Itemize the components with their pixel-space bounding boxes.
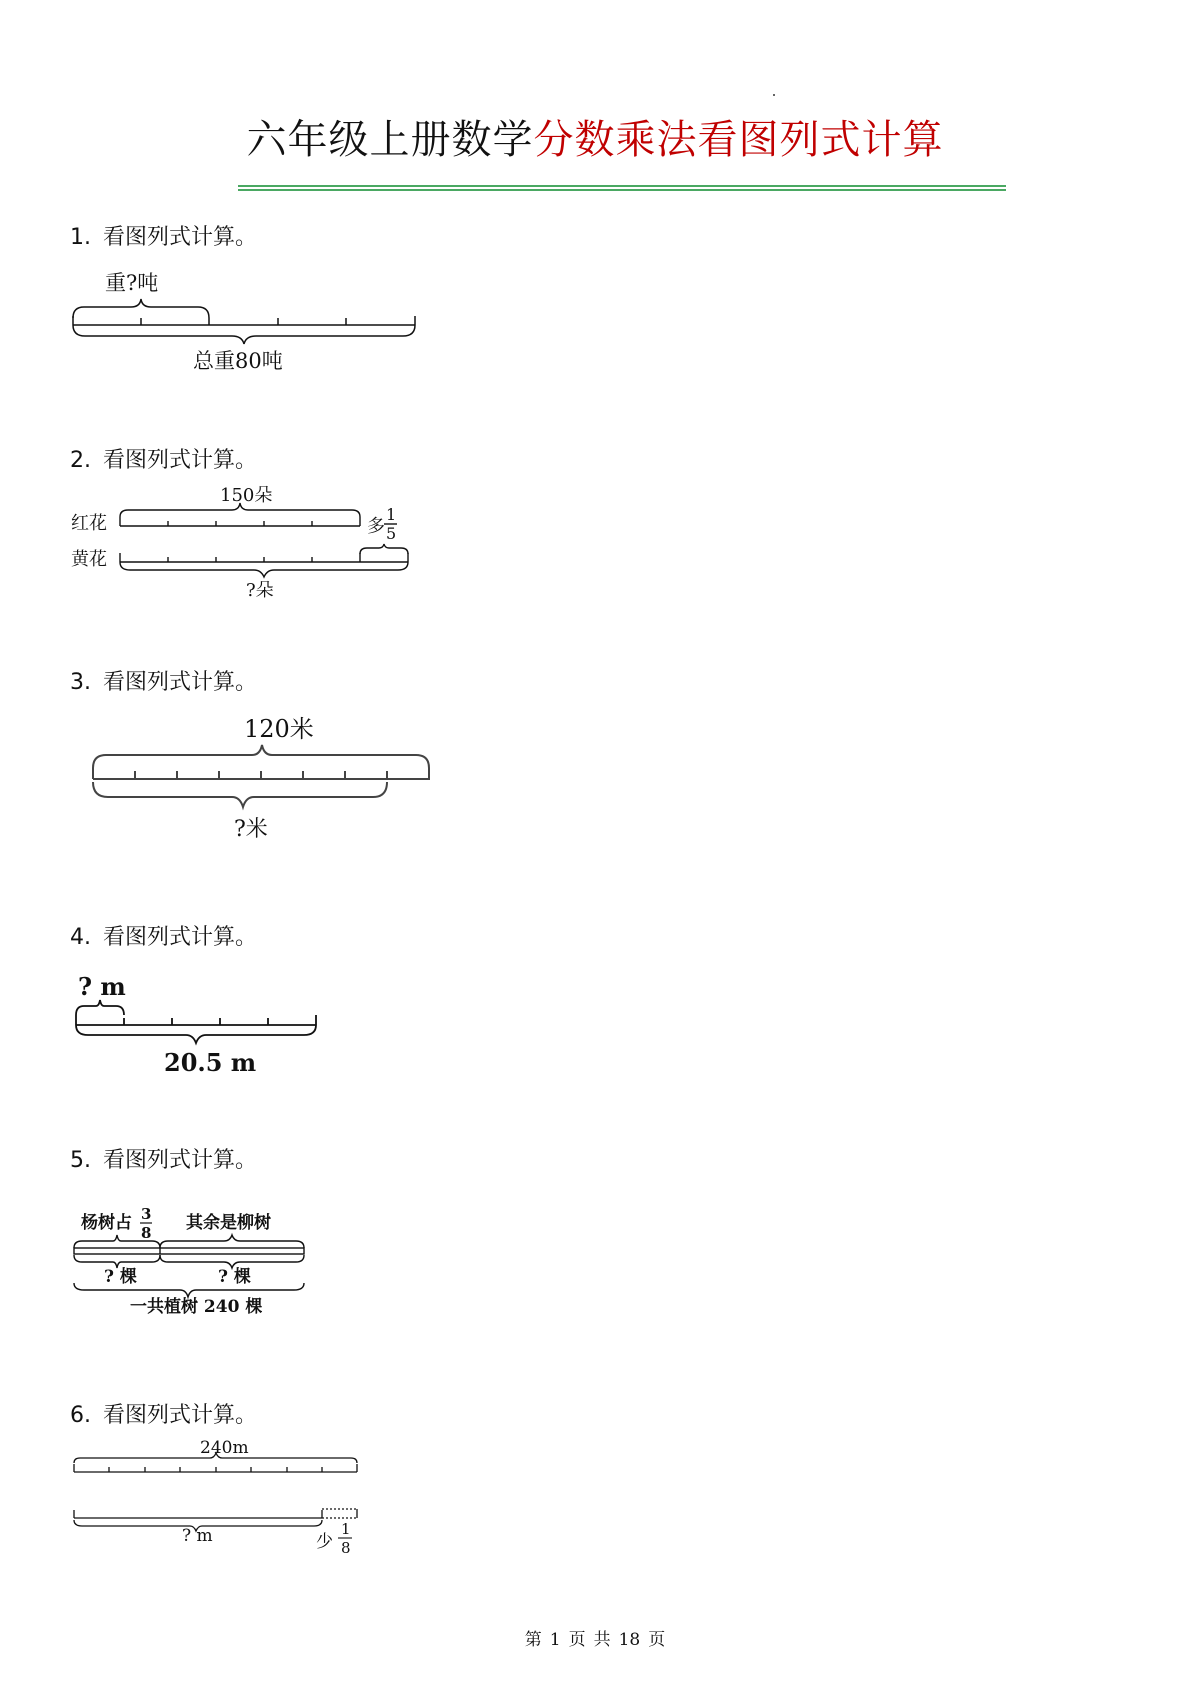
title-black-part: 六年级上册数学 bbox=[246, 117, 534, 163]
title-red-part: 分数乘法看图列式计算 bbox=[533, 117, 944, 163]
footer-page: 1 bbox=[549, 1630, 561, 1650]
d6-frac-den: 8 bbox=[341, 1539, 351, 1557]
d5-left-prefix: 杨树占 bbox=[81, 1213, 132, 1233]
footer-suffix: 页 bbox=[648, 1630, 666, 1650]
footer-mid1: 页 bbox=[568, 1630, 586, 1650]
d6-top-label: 240m bbox=[200, 1438, 249, 1458]
d2-frac-den: 5 bbox=[386, 524, 397, 543]
title-divider bbox=[238, 184, 1006, 193]
footer-prefix: 第 bbox=[524, 1630, 542, 1650]
d5-sub-left: ? 棵 bbox=[104, 1267, 137, 1287]
d2-more-prefix: 多 bbox=[367, 516, 385, 537]
d4-top-label: ? m bbox=[78, 972, 126, 1001]
question-2-heading: 2. 看图列式计算。 bbox=[70, 448, 258, 473]
d2-row2: 黄花 bbox=[71, 549, 107, 570]
d3-top-label: 120米 bbox=[244, 715, 314, 743]
question-4-heading: 4. 看图列式计算。 bbox=[70, 925, 258, 950]
footer-mid2: 共 bbox=[593, 1630, 611, 1650]
d5-sub-right: ? 棵 bbox=[218, 1267, 251, 1287]
question-1-heading: 1. 看图列式计算。 bbox=[70, 225, 258, 250]
page-title bbox=[0, 108, 1190, 165]
d6-frac-num: 1 bbox=[341, 1520, 351, 1538]
d3-bottom-label: ?米 bbox=[234, 817, 268, 842]
footer-total: 18 bbox=[618, 1630, 641, 1650]
d5-frac-den: 8 bbox=[141, 1224, 152, 1242]
d6-less-prefix: 少 bbox=[316, 1532, 333, 1552]
d2-top-label: 150朵 bbox=[220, 485, 273, 506]
d1-bottom-label: 总重80吨 bbox=[193, 349, 283, 373]
question-6-heading: 6. 看图列式计算。 bbox=[70, 1403, 258, 1428]
d4-bottom-label: 20.5 m bbox=[164, 1048, 257, 1077]
d5-frac-num: 3 bbox=[141, 1205, 152, 1223]
d1-top-label: 重?吨 bbox=[105, 271, 159, 295]
page-footer bbox=[0, 1625, 1190, 1650]
d2-bottom-label: ?朵 bbox=[246, 580, 274, 601]
d6-bottom-label: ? m bbox=[182, 1526, 213, 1546]
d5-bottom-label: 一共植树 240 棵 bbox=[130, 1297, 263, 1317]
d2-row1: 红花 bbox=[71, 513, 107, 534]
d5-right-label: 其余是柳树 bbox=[186, 1213, 271, 1233]
question-5-heading: 5. 看图列式计算。 bbox=[70, 1148, 258, 1173]
question-3-heading: 3. 看图列式计算。 bbox=[70, 670, 258, 695]
d2-frac-num: 1 bbox=[386, 505, 397, 524]
ink-speck bbox=[773, 94, 775, 96]
